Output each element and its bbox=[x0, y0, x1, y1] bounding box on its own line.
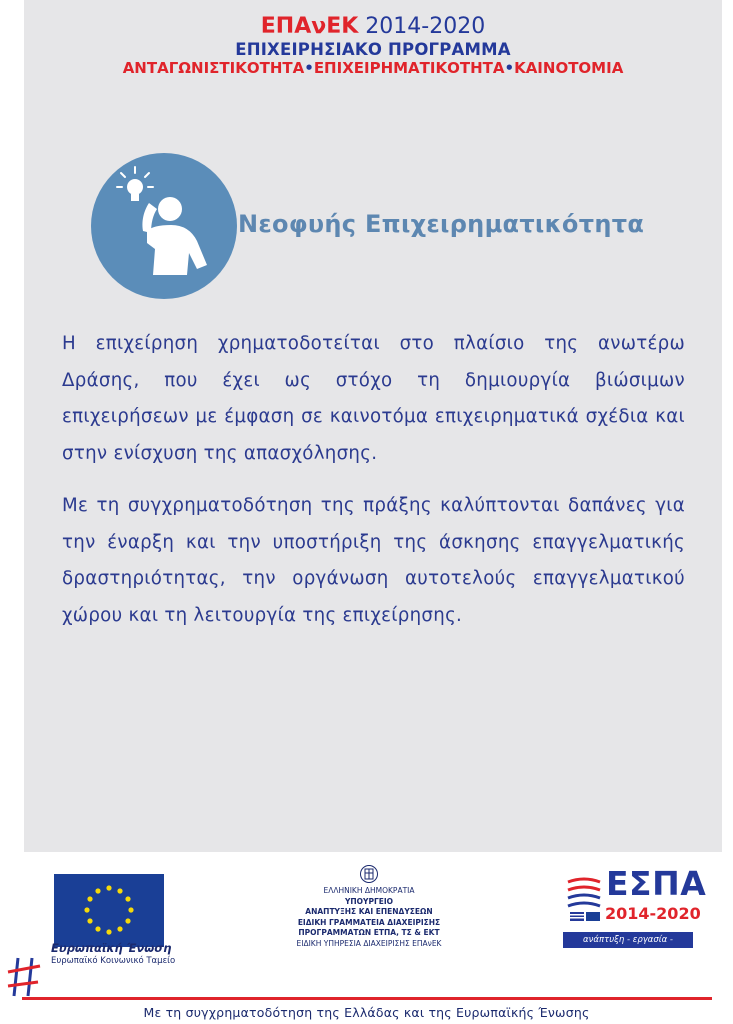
theme-2: ΕΠΙΧΕΙΡΗΜΑΤΙΚΟΤΗΤΑ bbox=[313, 59, 505, 77]
paragraph-1: Η επιχείρηση χρηματοδοτείται στο πλαίσιο της ανωτέρω Δράσης, που έχει ως στόχο τη δημιουργία βιώσιμων επιχειρήσεων με έμφαση σε καινοτόμα επιχειρηματικά σχέδια και στην ενίσχυση της απασχόλησης. bbox=[62, 333, 685, 464]
eu-fund: Ευρωπαϊκό Κοινωνικό Ταμείο bbox=[51, 956, 176, 966]
section-title: Νεοφυής Επιχειρηματικότητα bbox=[238, 210, 645, 238]
theme-1: ΑΝΤΑΓΩΝΙΣΤΙΚΟΤΗΤΑ bbox=[122, 59, 305, 77]
footer-divider bbox=[22, 997, 712, 1000]
theme-separator: • bbox=[504, 59, 515, 77]
theme-separator: • bbox=[304, 59, 314, 77]
espa-slogan: ανάπτυξη - εργασία - αλληλεγγύη bbox=[563, 932, 693, 948]
footer-text: Με τη συγχρηματοδότηση της Ελλάδας και της Ευρωπαϊκής Ένωσης bbox=[143, 1005, 590, 1020]
program-title: ΕΠΙΧΕΙΡΗΣΙΑΚΟ ΠΡΟΓΡΑΜΜΑ bbox=[235, 40, 511, 59]
brand-years: 2014-2020 bbox=[365, 14, 486, 39]
gov-line-2: ΥΠΟΥΡΓΕΙΟ bbox=[344, 896, 394, 906]
gov-line-3: ΑΝΑΠΤΥΞΗΣ ΚΑΙ ΕΠΕΝΔΥΣΕΩΝ bbox=[305, 907, 433, 916]
gov-line-1: ΕΛΛΗΝΙΚΗ ΔΗΜΟΚΡΑΤΙΑ bbox=[323, 886, 415, 895]
espa-years: 2014-2020 bbox=[605, 904, 701, 923]
paragraph-2: Με τη συγχρηματοδότηση της πράξης καλύπτονται δαπάνες για την έναρξη και την υποστήριξη της άσκησης επαγγελματικής δραστηριότητας, την οργάνωση αυτοτελούς επαγγελματικού χώρου και τη λειτουργία της επιχείρησης. bbox=[62, 495, 685, 626]
brand-line bbox=[24, 14, 722, 40]
gov-line-6: ΕΙΔΙΚΗ ΥΠΗΡΕΣΙΑ ΔΙΑΧΕΙΡΙΣΗΣ ΕΠΑνΕΚ bbox=[296, 938, 442, 948]
ministry-logo bbox=[260, 864, 478, 949]
eu-flag bbox=[54, 874, 164, 947]
theme-3: ΚΑΙΝΟΤΟΜΙΑ bbox=[514, 59, 624, 77]
gov-line-5: ΠΡΟΓΡΑΜΜΑΤΩΝ ΕΤΠΑ, ΤΣ & ΕΚΤ bbox=[298, 928, 440, 937]
espa-wordmark: ΕΣΠΑ bbox=[606, 864, 707, 903]
greek-emblem-icon bbox=[359, 864, 379, 884]
gov-line-4: ΕΙΔΙΚΗ ΓΡΑΜΜΑΤΕΙΑ ΔΙΑΧΕΙΡΙΣΗΣ bbox=[297, 917, 441, 927]
brand-name: ΕΠΑνΕΚ bbox=[260, 14, 359, 39]
program-themes bbox=[24, 59, 722, 78]
eu-name: Ευρωπαϊκή Ένωση bbox=[51, 941, 172, 955]
idea-person-icon bbox=[91, 153, 237, 299]
program-header bbox=[24, 14, 722, 78]
espa-waves-icon bbox=[566, 876, 602, 922]
hashtag-logo-icon bbox=[4, 950, 44, 1000]
